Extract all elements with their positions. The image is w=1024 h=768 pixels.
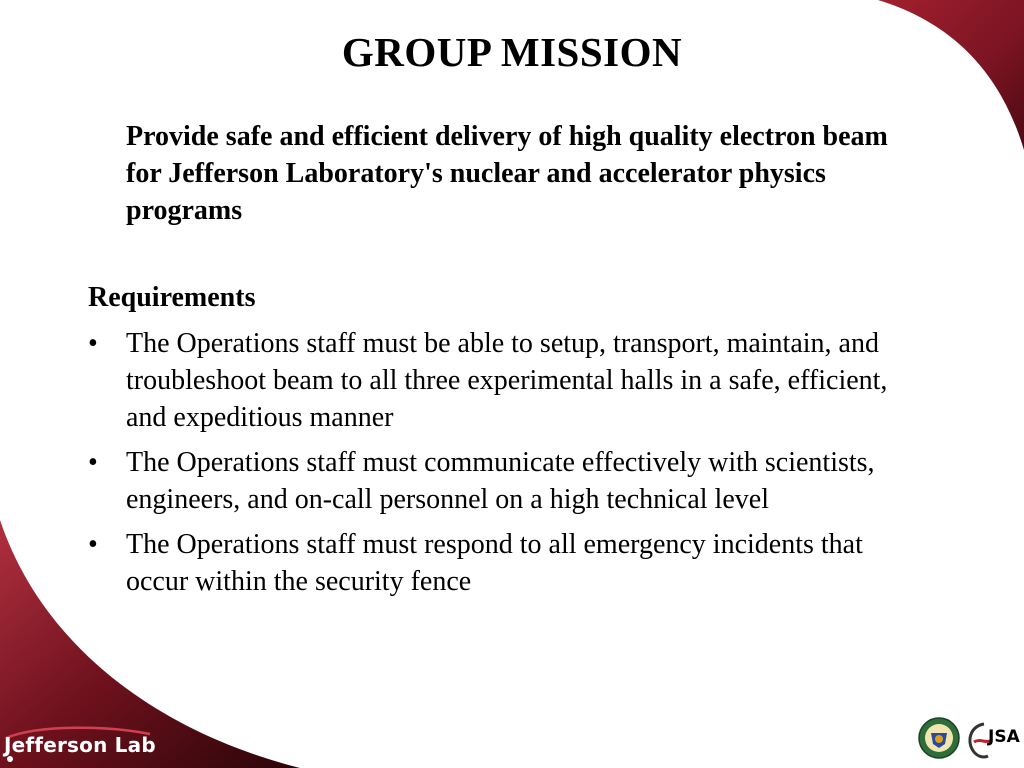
page-title: GROUP MISSION — [341, 29, 683, 75]
doe-seal-icon — [918, 717, 960, 759]
jsa-logo-icon — [964, 716, 1022, 762]
list-item — [88, 526, 928, 600]
requirement-text: The Operations staff must be able to setup, transport, maintain, and troubleshoot beam to all three experimental halls in a safe, efficient, and expeditious manner — [126, 328, 888, 433]
bullet-icon: • — [88, 529, 98, 560]
jsa-logo-text: JSA — [988, 727, 1020, 747]
mission-statement: Provide safe and efficient delivery of high quality electron beam for Jefferson Laboratory's nuclear and accelerator physics programs — [126, 121, 888, 226]
requirements-list — [88, 325, 928, 608]
requirement-text: The Operations staff must communicate effectively with scientists, engineers, and on-call personnel on a high technical level — [126, 447, 875, 515]
requirement-text: The Operations staff must respond to all emergency incidents that occur within the security fence — [126, 529, 863, 597]
bullet-icon: • — [88, 447, 98, 478]
list-item — [88, 444, 928, 518]
bullet-icon: • — [88, 328, 98, 359]
jefferson-lab-logo: Jefferson Lab — [4, 733, 156, 757]
list-item — [88, 325, 928, 436]
requirements-heading: Requirements — [88, 282, 256, 313]
